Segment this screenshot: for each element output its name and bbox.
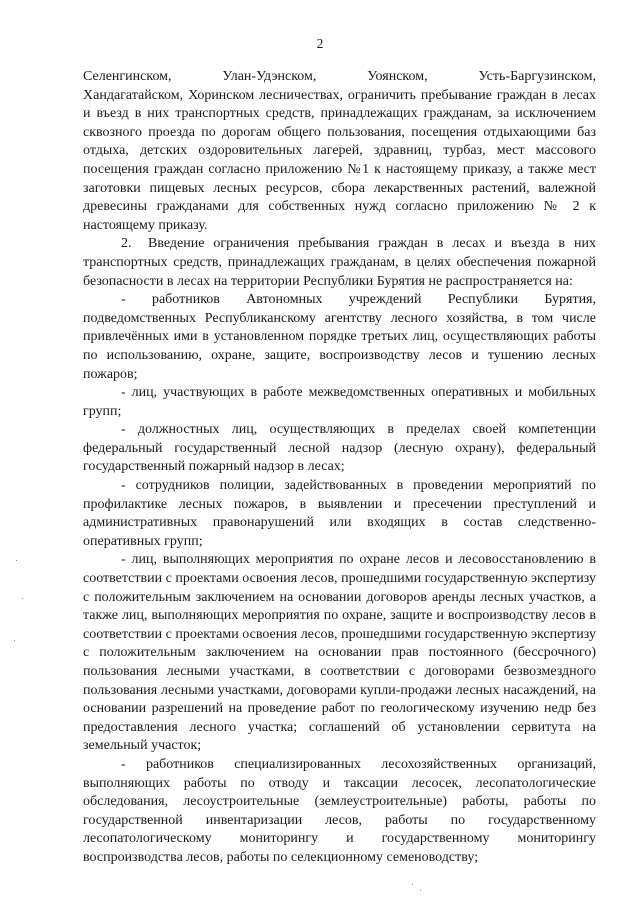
paragraph-2 bbox=[83, 235, 596, 291]
paragraph-number: 2. bbox=[121, 236, 132, 252]
scan-speck bbox=[14, 640, 15, 641]
list-item-police: - сотрудников полиции, задействованных в проведении мероприятий по профилактике лесных пожаров, в выявлении и пресечении преступлений и административных правонарушений или входящих в состав следственно-оперативных групп; bbox=[83, 478, 596, 549]
scan-speck bbox=[22, 598, 23, 599]
paragraph-2-text: Введение ограничения пребывания граждан в лесах и въезда в них транспортных средств, принадлежащих гражданам, в целях обеспечения пожарной безопасности в лесах на территории Республики Бурятия не распространяется на: bbox=[83, 236, 596, 289]
word: Селенгинском, bbox=[83, 69, 172, 84]
word: Уоянском, bbox=[367, 69, 428, 84]
list-item-forest-works: - лиц, выполняющих мероприятия по охране лесов и лесовосстановлению в соответствии с проектами освоения лесов, прошедшими государственную экспертизу с положительным заключением на основании договоров аренды лесных участков, а также лиц, выполняющих мероприятия по охране, защите и воспроизводству лесов в соответствии с проектами освоения лесов, прошедшими государственную экспертизу с положительным заключением на основании прав постоянного (бессрочного) пользования лесными участками, в соответствии с договорами безвозмездного пользования лесными участками, договорами купли-продажи лесных насаждений, на основании разрешений на проведение работ по геологическому изучению недр без предоставления лесного участка; соглашений об установлении сервитута на земельный участок; bbox=[83, 552, 596, 754]
word: Усть-Баргузинском, bbox=[478, 69, 596, 84]
list-item-officials: - должностных лиц, осуществляющих в пределах своей компетенции федеральный государственный лесной надзор (лесную охрану), федеральный государственный пожарный надзор в лесах; bbox=[83, 422, 596, 475]
list-item-groups: - лиц, участвующих в работе межведомственных оперативных и мобильных групп; bbox=[83, 385, 596, 419]
scan-speck bbox=[420, 890, 421, 891]
list-item-employees: - работников Автономных учреждений Республики Бурятия, подведомственных Республиканскому агентству лесного хозяйства, в том числе привлечённых ими в установленном порядке третьих лиц, осуществляющих работы по использованию, охране, защите, воспроизводству лесов и тушению лесных пожаров; bbox=[83, 292, 596, 382]
document-body bbox=[83, 68, 596, 868]
list-item-specialized-orgs: - работников специализированных лесохозяйственных организаций, выполняющих работы по отводу и таксации лесосек, лесопатологические обследования, лесоустроительные (землеустроительные) работы, работы по государственной инвентаризации лесов, работы по государственному лесопатологическому мониторингу и государственному мониторингу воспроизводства лесов, работы по селекционному семеноводству; bbox=[83, 756, 596, 865]
scan-speck bbox=[16, 560, 17, 561]
page-number: 2 bbox=[316, 36, 324, 51]
scan-speck bbox=[412, 884, 413, 885]
word: Улан-Удэнском, bbox=[222, 69, 317, 84]
paragraph-1-first-line bbox=[83, 68, 596, 87]
paragraph-1-continuation: Хандагатайском, Хоринском лесничествах, ограничить пребывание граждан в лесах и въезд в них транспортных средств, принадлежащих гражданам, за исключением сквозного проезда по дорогам общего пользования, посещения отдыхающими баз отдыха, детских оздоровительных лагерей, здравниц, турбаз, мест массового посещения граждан согласно приложению №1 к настоящему приказу, а также мест заготовки пищевых лесных ресурсов, сбора лекарственных растений, валежной древесины гражданами для собственных нужд согласно приложению № 2 к настоящему приказу. bbox=[83, 87, 596, 233]
